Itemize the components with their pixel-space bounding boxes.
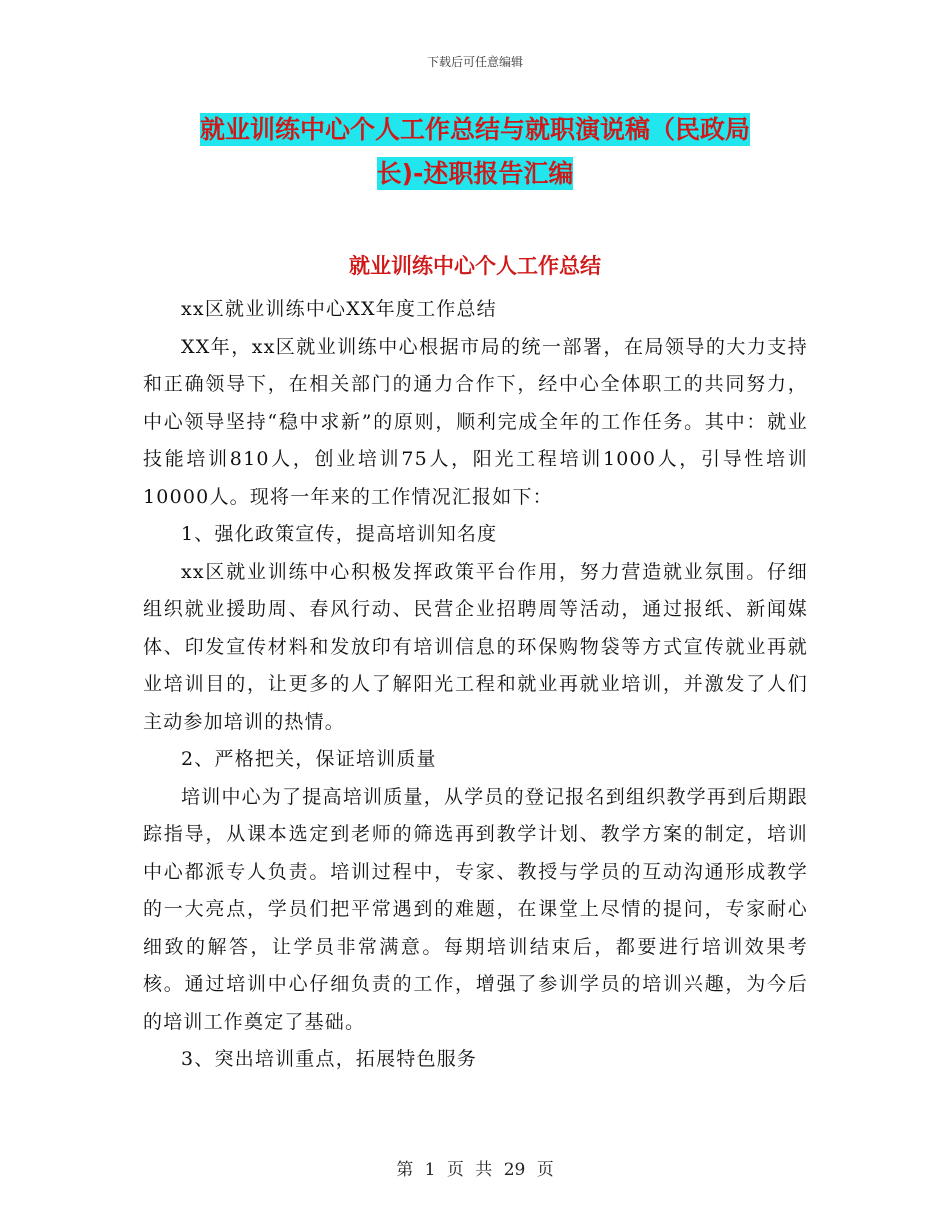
document-title-line-1: 就业训练中心个人工作总结与就职演说稿（民政局 (199, 115, 750, 144)
document-title-line-2: 长)-述职报告汇编 (376, 159, 574, 188)
paragraph-report-title: xx区就业训练中心XX年度工作总结 (181, 298, 497, 320)
paragraph-quality-control: 培训中心为了提高培训质量，从学员的登记报名到组织教学再到后期跟踪指导，从课本选定到老师的筛选再到教学计划、教学方案的制定，培训中心都派专人负责。培训过程中，专家、教授与学员的互动沟通形成教学的一大亮点，学员们把平常遇到的难题，在课堂上尽情的提问，专家耐心细致的解答，让学员非常满意。每期培训结束后，都要进行培训效果考核。通过培训中心仔细负责的工作，增强了参训学员的培训兴趣，为今后的培训工作奠定了基础。 (143, 785, 808, 1033)
paragraph-policy-publicity: xx区就业训练中心积极发挥政策平台作用，努力营造就业氛围。仔细组织就业援助周、春风行动、民营企业招聘周等活动，通过报纸、新闻媒体、印发宣传材料和发放印有培训信息的环保购物袋等方式宣传就业再就业培训目的，让更多的人了解阳光工程和就业再就业培训，并激发了人们主动参加培训的热情。 (143, 560, 808, 733)
paragraph-intro: XX年，xx区就业训练中心根据市局的统一部署，在局领导的大力支持和正确领导下，在相关部门的通力合作下，经中心全体职工的共同努力，中心领导坚持“稳中求新”的原则，顺利完成全年的工作任务。其中：就业技能培训810人，创业培训75人，阳光工程培训1000人，引导性培训10000人。现将一年来的工作情况汇报如下： (143, 335, 808, 508)
heading-policy-publicity: 1、强化政策宣传，提高培训知名度 (181, 523, 498, 545)
document-body (143, 291, 808, 1079)
heading-quality-control: 2、严格把关，保证培训质量 (181, 748, 437, 770)
page-number: 第 1 页 共 29 页 (396, 1160, 554, 1180)
section-title: 就业训练中心个人工作总结 (349, 254, 601, 278)
heading-special-services: 3、突出培训重点，拓展特色服务 (181, 1048, 478, 1070)
page-header-note: 下载后可任意编辑 (426, 55, 523, 69)
document-title (140, 108, 810, 196)
